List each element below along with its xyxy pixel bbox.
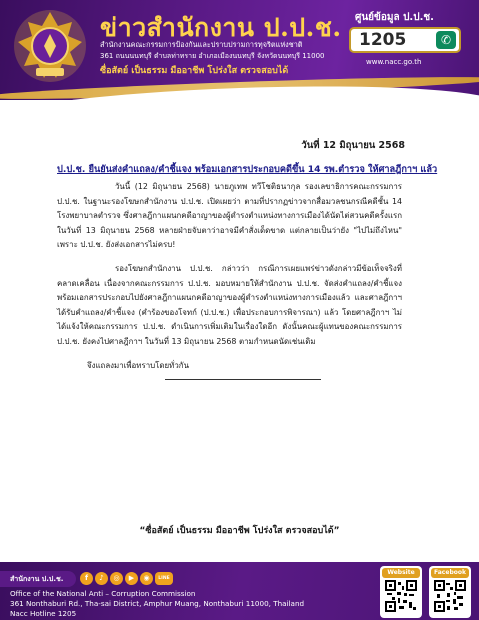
youtube-icon[interactable]: ▶ xyxy=(125,572,138,585)
facebook-icon[interactable]: f xyxy=(80,572,93,585)
header-motto: ซื่อสัตย์ เป็นธรรม มืออาชีพ โปร่งใส ตรวจสอบได้ xyxy=(100,66,289,76)
office-tab-label: สำนักงาน ป.ป.ช. xyxy=(10,575,64,583)
document-date: วันที่ 12 มิถุนายน 2568 xyxy=(301,140,405,151)
hotline-box xyxy=(349,27,461,53)
website-qr-icon xyxy=(385,580,417,612)
facebook-qr-card[interactable] xyxy=(429,566,471,618)
footer-office-name: Office of the National Anti – Corruption Commission xyxy=(10,589,196,598)
instagram-icon[interactable]: ◎ xyxy=(110,572,123,585)
social-icons xyxy=(80,572,173,586)
footer-hotline: Nacc Hotline 1205 xyxy=(10,609,77,618)
website-qr-card[interactable] xyxy=(380,566,422,618)
tiktok-icon[interactable]: ♪ xyxy=(95,572,108,585)
footer-address: 361 Nonthaburi Rd., Tha-sai District, Amphur Muang, Nonthaburi 11000, Thailand xyxy=(10,599,305,608)
info-center-label: ศูนย์ข้อมูล ป.ป.ช. xyxy=(355,12,434,23)
hotline-number: 1205 xyxy=(359,30,407,50)
divider-line xyxy=(165,379,321,380)
paragraph-1: วันนี้ (12 มิถุนายน 2568) นายภูเทพ ทวีโชติธนากุล รองเลขาธิการคณะกรรมการ ป.ป.ช. ในฐานะรองโฆษกสำนักงาน ป.ป.ช. เปิดเผยว่า ตามที่ปรากฏข่าวจากสื่อมวลชนกรณีคดีชั้น 14 โรงพยาบาลตำรวจ ซึ่งศาลฎีกาแผนกคดีอาญาของผู้ดำรงตำแหน่งทางการเมืองได้นัดไต่สวนคดีครั้งแรกในวันที่ 13 มิถุนายน 2568 หลายฝ่ายจับตาว่าอาจมีคำสั่งเด็ดขาด แต่กลายเป็นว่ายัง "ไปไม่ถึงไหน" เพราะ ป.ป.ช. ยังส่งเอกสารไม่ครบ! xyxy=(57,182,402,249)
closing-line: จึงแถลงมาเพื่อทราบโดยทั่วกัน xyxy=(87,361,189,370)
paragraph-2: รองโฆษกสำนักงาน ป.ป.ช. กล่าวว่า กรณีการเผยแพร่ข่าวดังกล่าวมีข้อเท็จจริงที่คลาดเคลื่อน เนื่องจากคณะกรรมการ ป.ป.ช. มอบหมายให้สำนักงาน ป.ป.ช. จัดส่งคำแถลง/คำชี้แจง พร้อมเอกสารประกอบไปยังศาลฎีกาแผนกคดีอาญาของผู้ดำรงตำแหน่งทางการเมืองแล้ว และศาลฎีกาฯ ได้รับคำแถลง/คำชี้แจง (คำร้องของโจทก์ (ป.ป.ช.) เพื่อประกอบการพิจารณา) แล้ว โดยศาลฎีกาฯ ไม่ได้แจ้งให้คณะกรรมการ ป.ป.ช. ดำเนินการเพิ่มเติมในเรื่องใดอีก ดังนั้นคณะผู้แทนของคณะกรรมการ ป.ป.ช. ยังคงไปศาลฎีกาฯ ในวันที่ 13 มิถุนายน 2568 ตามกำหนดนัดเช่นเดิม xyxy=(57,264,402,346)
header-website[interactable]: www.nacc.go.th xyxy=(366,58,422,66)
document-headline: ป.ป.ช. ยืนยันส่งคำแถลง/คำชี้แจง พร้อมเอกสารประกอบคดีขึ้น 14 รพ.ตำรวจ ให้ศาลฎีกาฯ แล้ว xyxy=(57,164,438,175)
website-qr-label: Website xyxy=(382,568,420,578)
phone-icon: ✆ xyxy=(436,31,456,49)
nacc-emblem-icon xyxy=(10,6,90,86)
facebook-qr-icon xyxy=(434,580,466,612)
motto-quote: “ซื่อสัตย์ เป็นธรรม มืออาชีพ โปร่งใส ตรวจสอบได้” xyxy=(139,526,340,536)
twitter-icon[interactable]: ◉ xyxy=(140,572,153,585)
header-address: 361 ถนนนนทบุรี ตำบลท่าทราย อำเภอเมืองนนทบุรี จังหวัดนนทบุรี 11000 xyxy=(100,52,325,60)
line-icon[interactable]: LINE xyxy=(155,572,173,585)
header-title: ข่าวสำนักงาน ป.ป.ช. xyxy=(100,13,342,42)
facebook-qr-label: Facebook xyxy=(431,568,469,578)
header-org-name: สำนักงานคณะกรรมการป้องกันและปราบปรามการทุจริตแห่งชาติ xyxy=(100,40,303,49)
header-banner xyxy=(0,0,479,100)
